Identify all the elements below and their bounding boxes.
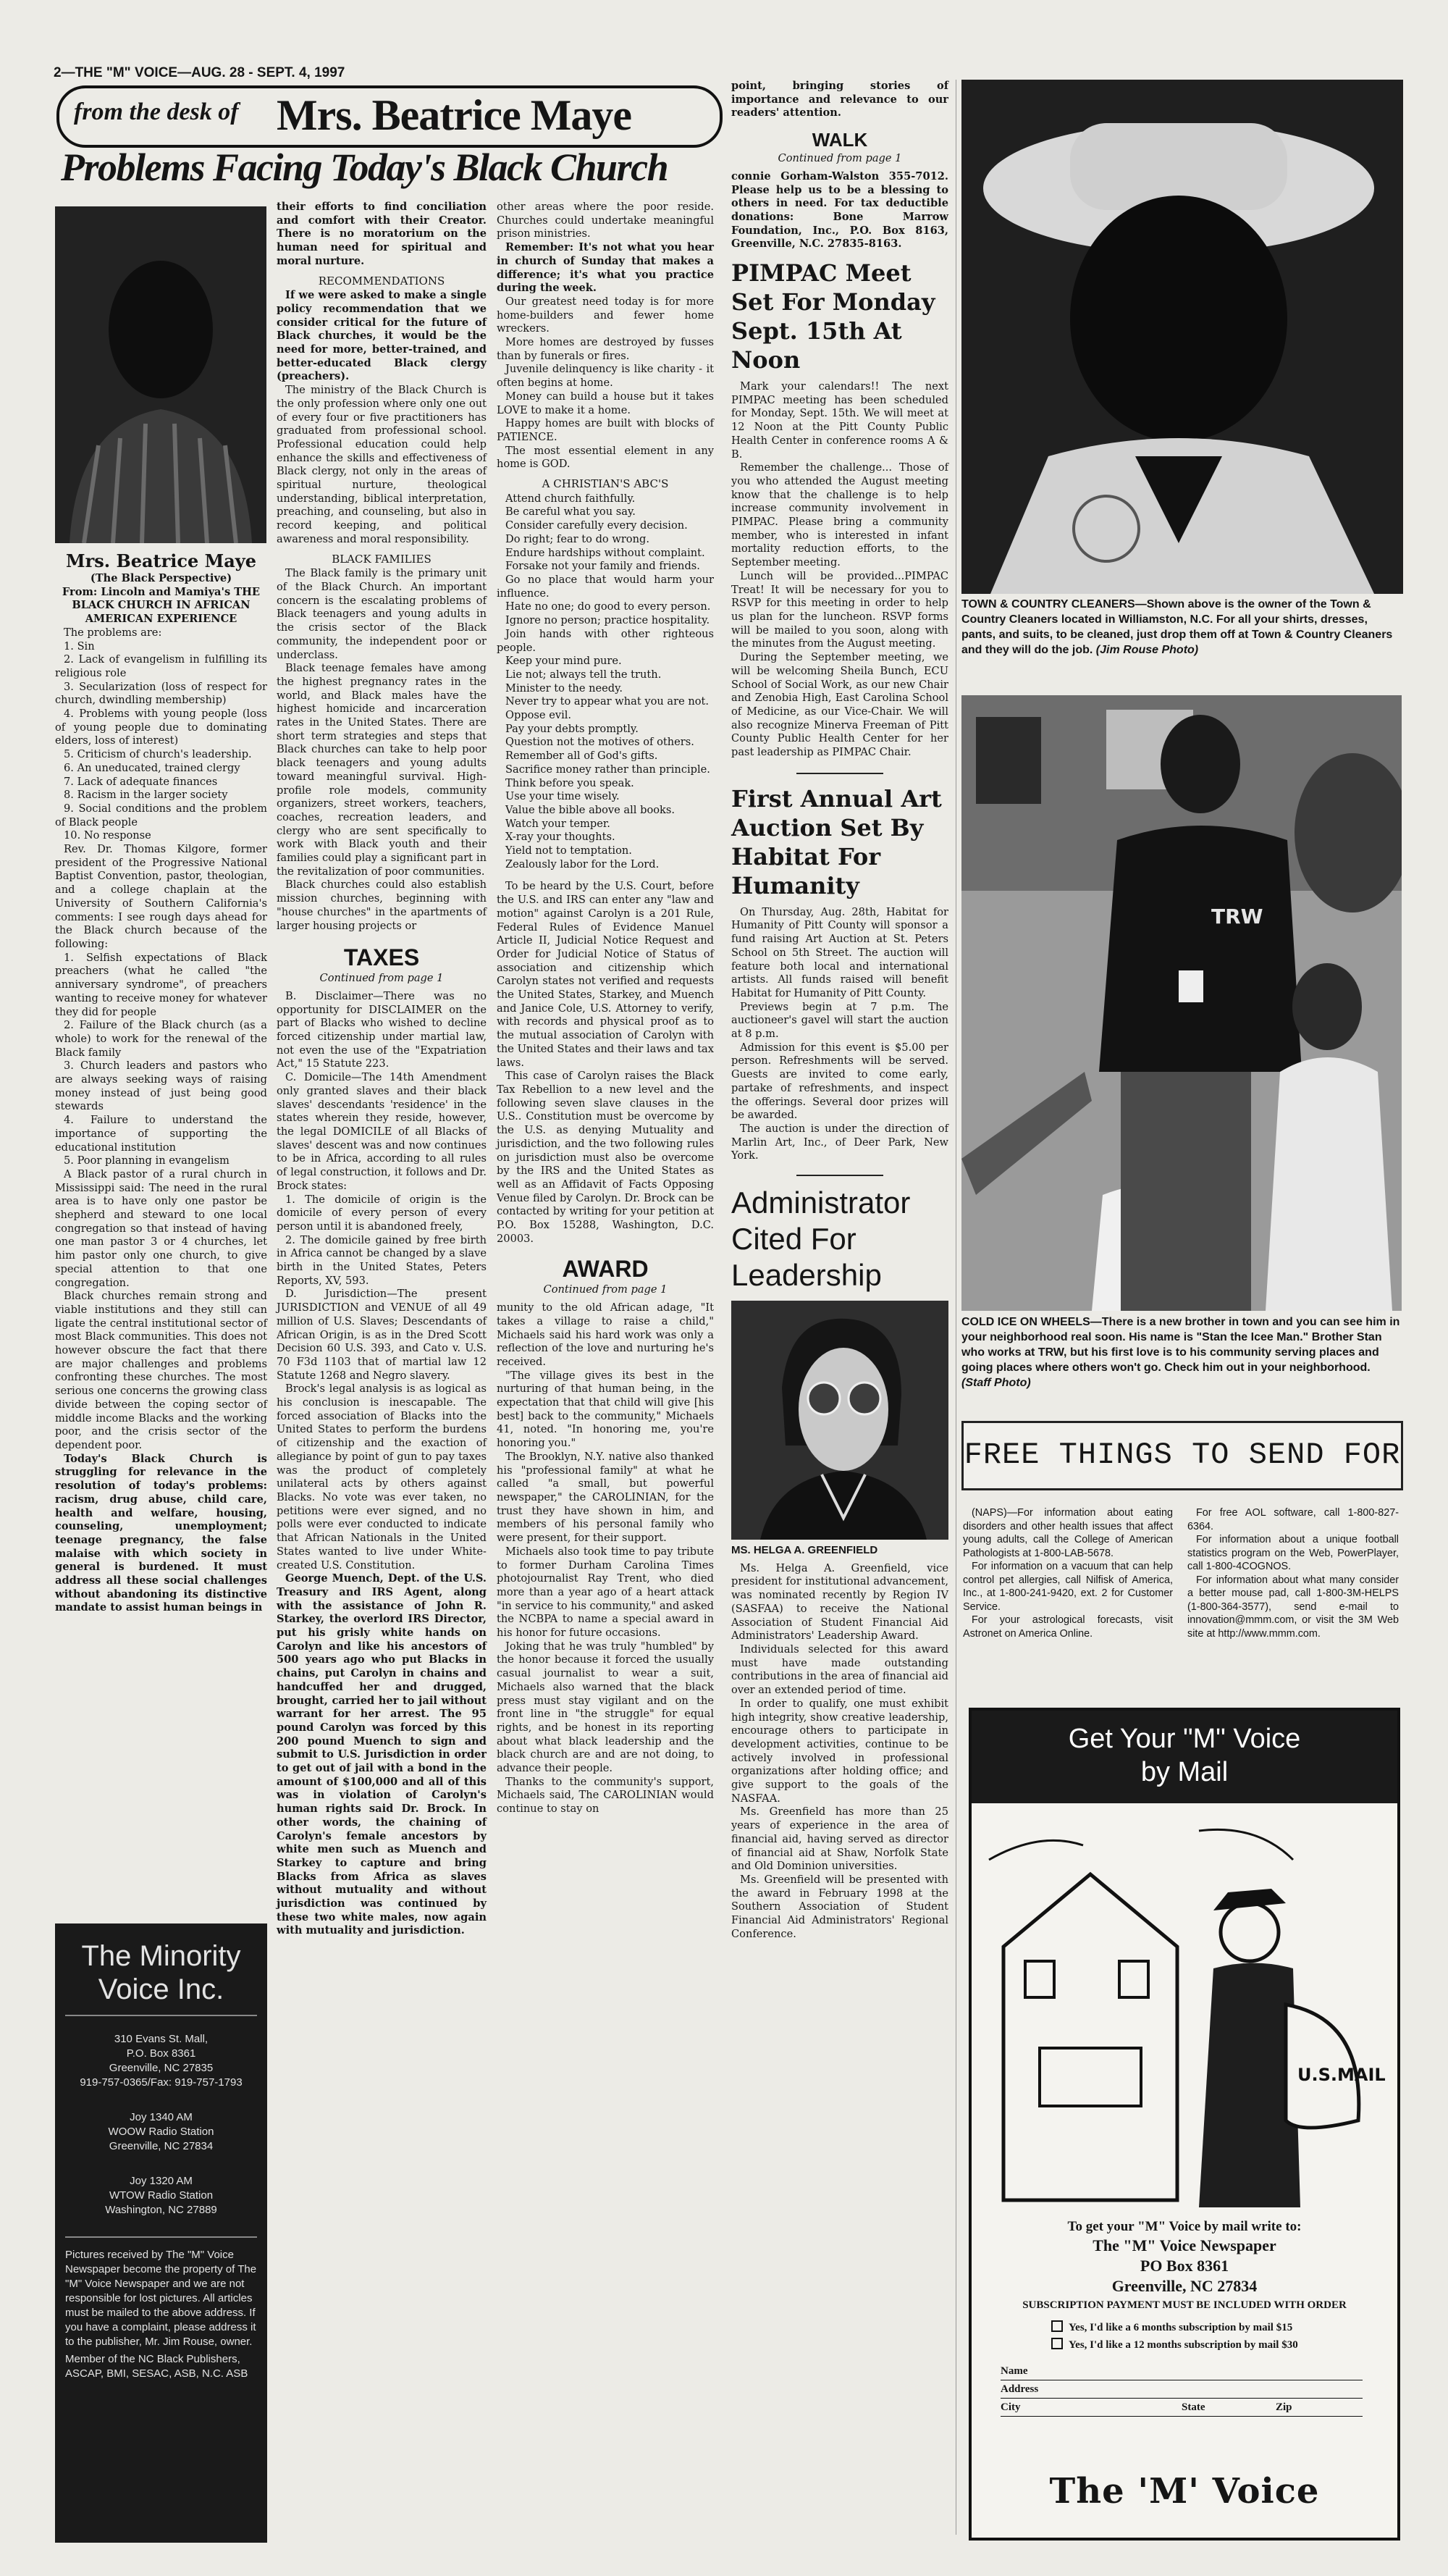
- box-title-2: Voice Inc.: [98, 1973, 224, 2005]
- abc-item: Hate no one; do good to every person.: [505, 600, 711, 613]
- abc-item: X-ray your thoughts.: [505, 831, 615, 844]
- subscription-title-2: by Mail: [1140, 1757, 1229, 1787]
- body-text: The Black family is the primary unit of the Black Church. An important concern is the escalating problems of Black teenagers and young adults in the crisis sector of the Black community, the independent poor or underclass.: [277, 567, 487, 661]
- free-things-heading: FREE THINGS TO SEND FOR: [964, 1438, 1401, 1472]
- abc-item: Value the bible above all books.: [505, 803, 675, 816]
- field-label: Address: [1001, 2383, 1039, 2395]
- option-12-months[interactable]: [1051, 2338, 1298, 2351]
- option-label: Yes, I'd like a 12 months subscription by mail $30: [1069, 2339, 1298, 2351]
- checkbox-icon[interactable]: [1051, 2320, 1063, 2332]
- sub-line: To get your "M" Voice by mail write to:: [1067, 2219, 1302, 2234]
- body-text: 1. The domicile of origin is the domicile of every person of every person until it is abandoned freely,: [277, 1193, 487, 1233]
- abc-item: Consider carefully every decision.: [505, 519, 688, 532]
- abc-item: Go no place that would harm your influence.: [497, 573, 714, 600]
- body-text: Today's Black Church is struggling for relevance in the resolution of today's problems: racism, drug abuse, child care, health and welfare, housing, counseling, unemployment; teenage pregnancy, the false malaise with which society in general is burdened. It must address all these social challenges without abandoning its distinctive mandate to assist human beings in: [55, 1452, 267, 1614]
- body-text: More homes are destroyed by fusses than by funerals or fires.: [497, 336, 714, 362]
- body-text: On Thursday, Aug. 28th, Habitat for Humanity of Pitt County will sponsor a fund raising Art Auction at St. Peters School on 5th Street. The auction will feature both local and international artists. All funds raised will benefit Habitat for Humanity of Pitt County.: [731, 905, 948, 999]
- list-item: 8. Racism in the larger society: [64, 789, 228, 802]
- body-text: The most essential element in any home is GOD.: [497, 444, 714, 471]
- abc-item: Be careful what you say.: [505, 505, 636, 519]
- list-item: 3. Church leaders and pastors who are always seeking ways of raising money instead of just being good stewards: [55, 1060, 267, 1113]
- abc-item: Forsake not your family and friends.: [505, 560, 700, 573]
- section-heading: BLACK FAMILIES: [332, 552, 432, 566]
- body-text: A Black pastor of a rural church in Mississippi said: The need in the rural area is to have only one pastor be shepherd and steward to one local congregation so that instead of having one man pastor 3 or 4 churches, let him pastor only one church, to give special attention to that one congregation.: [55, 1167, 267, 1289]
- box-line: Greenville, NC 27834: [109, 2140, 214, 2152]
- cleaners-owner-icon: [961, 80, 1403, 594]
- list-item: 3. Secularization (loss of respect for church, dwindling membership): [55, 680, 267, 707]
- abc-item: Oppose evil.: [505, 709, 572, 722]
- abc-item: Join hands with other righteous people.: [497, 627, 714, 654]
- box-line: WTOW Radio Station: [109, 2189, 214, 2202]
- icee-photo: [961, 695, 1402, 1311]
- body-text: Black churches remain strong and viable institutions and they still can ligate the central institutional sector of most Black communities. This does not however obscure the fact that there are major challenges and problems confronting these churches. The most serious one concerns the growing class divide between the coping sector of middle income Blacks and the working poor, and the crisis sector of the dependent poor.: [55, 1290, 267, 1451]
- body-text: D. Jurisdiction—The present JURISDICTION and VENUE of all 49 million of U.S. Slaves; Descendants of African Origin, is as in the Dred Scott Decision 60 U.S. 393, and Cato v. U.S. 70 F3d 1103 that of martial law 12 Statute 1268 and Negro slavery.: [277, 1288, 487, 1382]
- box-line: 919-757-0365/Fax: 919-757-1793: [80, 2076, 243, 2089]
- list-item: 10. No response: [64, 829, 151, 842]
- box-line: 310 Evans St. Mall,: [114, 2033, 209, 2045]
- body-text: C. Domicile—The 14th Amendment only granted slaves and their black slaves' descendants 'residence' in the states wherein they reside, however, the legal DOMICILE of all Blacks of slaves' descent was and now continues to be in Africa, according to all rules of legal construction, it follows and Dr. Brock states:: [277, 1071, 487, 1192]
- city-state-zip-field[interactable]: [1001, 2399, 1363, 2417]
- free-item: For information about a unique football statistics program on the Web, PowerPlayer, call 1-800-4COGNOS.: [1187, 1534, 1399, 1572]
- field-label: State: [1182, 2401, 1205, 2413]
- body-text: The ministry of the Black Church is the only profession where only one out of every four or five practitioners has graduated from professional school. Professional education could help enhance the skills and effectiveness of Black clergy, not only in the areas of spiritual nurture, theological understanding, biblical interpretation, preaching, and counseling, but also in record keeping, and political awareness and moral responsibility.: [277, 384, 487, 545]
- box-title-1: The Minority: [81, 1940, 241, 1972]
- body-text: Joking that he was truly "humbled" by the honor because it forced the usually casual journalist to wear a suit, Michaels also warned that the black press must stay vigilant and on the front line in "the struggle" for equal rights, and be honest in its reporting about what black leadership and the black church are and are not doing, to advance their people.: [497, 1640, 714, 1775]
- pimpac-heading: PIMPAC Meet Set For Monday Sept. 15th At Noon: [731, 259, 935, 374]
- box-line: Joy 1340 AM: [130, 2111, 193, 2123]
- body-text: Remember: It's not what you hear in church of Sunday that makes a difference; it's what you practice during the week.: [497, 241, 714, 295]
- taxes-continued: Continued from page 1: [319, 972, 444, 985]
- abc-item: Remember all of God's gifts.: [505, 750, 658, 763]
- shirt-text: TRW: [1211, 905, 1263, 928]
- mailbag-text: U.S.MAIL: [1297, 2065, 1386, 2085]
- list-item: 7. Lack of adequate finances: [64, 775, 218, 788]
- photo-credit: (Jim Rouse Photo): [1095, 644, 1199, 656]
- abc-item: Attend church faithfully.: [505, 492, 636, 505]
- body-text: In order to qualify, one must exhibit high integrity, show creative leadership, encourage others to participate in development activities, continue to be actively involved in professional organizations after holding office; and give support to the goals of the NASFAA.: [731, 1697, 948, 1805]
- abc-item: Do right; fear to do wrong.: [505, 532, 649, 545]
- greenfield-portrait: [731, 1301, 948, 1540]
- body-text: Lunch will be provided...PIMPAC Treat! It will be necessary for you to RSVP for this meeting in order to help us plan for the luncheon. RSVP forms will be mailed to you soon, along with the minutes from the August meeting.: [731, 569, 948, 650]
- caption-text: COLD ICE ON WHEELS—There is a new brother in town and you can see him in your neighborhood real soon. His name is "Stan the Icee Man." Brother Stan who works at TRW, but his first love is to his community serving places and going places where others won't go. Check him out in your neighborhood.: [961, 1316, 1400, 1374]
- abc-item: Lie not; always tell the truth.: [505, 668, 662, 681]
- desk-banner: [56, 85, 723, 148]
- box-line: Washington, NC 27889: [105, 2204, 217, 2216]
- taxes-heading: TAXES: [343, 944, 420, 971]
- walk-continued: Continued from page 1: [778, 152, 902, 165]
- subscription-info: [986, 2218, 1383, 2315]
- field-label: Name: [1001, 2365, 1028, 2377]
- list-item: 4. Failure to understand the importance of supporting the educational institution: [55, 1114, 267, 1154]
- abc-item: Think before you speak.: [505, 776, 634, 789]
- page-folio: 2—THE "M" VOICE—AUG. 28 - SEPT. 4, 1997: [54, 65, 345, 80]
- field-label: Zip: [1276, 2401, 1292, 2413]
- list-item: 2. Failure of the Black church (as a whole) to work for the renewal of the Black family: [55, 1019, 267, 1059]
- subscription-ad: [969, 1708, 1400, 2541]
- body-text: Ms. Greenfield has more than 25 years of experience in the area of financial aid, having served as director of financial aid at Shaw, Norfolk State and Old Dominion universities.: [731, 1805, 948, 1873]
- form-fields: [1001, 2362, 1363, 2417]
- abc-item: Ignore no person; practice hospitality.: [505, 614, 710, 627]
- abc-item: Use your time wisely.: [505, 790, 620, 803]
- sub-line: The "M" Voice Newspaper: [1093, 2236, 1276, 2254]
- byline-from: From: Lincoln and Mamiya's THE BLACK CHURCH IN AFRICAN AMERICAN EXPERIENCE: [62, 585, 261, 626]
- portrait-silhouette-icon: [55, 206, 266, 543]
- box-line: Joy 1320 AM: [130, 2175, 193, 2187]
- free-things-right: [1187, 1506, 1399, 1640]
- list-item: 9. Social conditions and the problem of Black people: [55, 802, 267, 828]
- box-line: WOOW Radio Station: [108, 2126, 214, 2138]
- headline: Problems Facing Today's Black Church: [61, 146, 668, 189]
- walk-heading: WALK: [812, 129, 868, 151]
- byline-name: Mrs. Beatrice Maye: [66, 550, 256, 571]
- free-item: For information about what many consider a better mouse pad, call 1-800-3M-HELPS (1-800-364-3577), send e-mail to innovation@mmm.com, or visit the 3M Web site at http://www.mmm.com.: [1187, 1574, 1399, 1640]
- mail-carrier-icon: [982, 1816, 1387, 2207]
- subscription-title-1: Get Your "M" Voice: [1068, 1724, 1301, 1754]
- body-text: Our greatest need today is for more home-builders and fewer home wreckers.: [497, 295, 714, 335]
- body-text: other areas where the poor reside. Churches could undertake meaningful prison ministries.: [497, 201, 714, 240]
- desk-prefix: from the desk of: [74, 98, 239, 125]
- box-divider: [65, 2236, 257, 2238]
- body-text: B. Disclaimer—There was no opportunity for DISCLAIMER on the part of Blacks who wished to decline forced citizenship under martial law, not even the use of the "Expatriation Act," 15 Statute 223.: [277, 989, 487, 1070]
- body-text: Ms. Helga A. Greenfield, vice president for institutional advancement, was nominated recently by Region IV (SASFAA) to receive the National Association of Student Financial Aid Administrators' Leadership Award.: [731, 1561, 948, 1642]
- list-item: 2. Lack of evangelism in fulfilling its religious role: [55, 653, 267, 679]
- list-item: 4. Problems with young people (loss of young people due to dominating elders, loss of interest): [55, 708, 267, 747]
- body-text: Juvenile delinquency is like charity - it often begins at home.: [497, 363, 714, 390]
- body-text: connie Gorham-Walston 355-7012. Please help us to be a blessing to others in need. For tax deductible donations: Bone Marrow Foundation, Inc., P.O. Box 8163, Greenville, N.C. 27835-8163.: [731, 169, 948, 251]
- column-4: [731, 80, 948, 1941]
- free-things-left: [963, 1506, 1173, 1640]
- abc-item: Watch your temper.: [505, 817, 610, 830]
- field-label: City: [1001, 2401, 1021, 2413]
- subscription-header: [972, 1711, 1397, 1803]
- desk-name: Mrs. Beatrice Maye: [277, 91, 632, 139]
- body-text: Rev. Dr. Thomas Kilgore, former president of the Progressive National Baptist Convention, pastor, theologian, and a college chaplain at the University of Southern California's comments: I see rough days ahead for the Black church because of the following:: [55, 843, 267, 950]
- lead: The problems are:: [64, 626, 162, 639]
- sub-line: PO Box 8361: [1140, 2257, 1229, 2275]
- abc-item: Endure hardships without complaint.: [505, 546, 705, 559]
- minority-voice-box: [55, 1923, 267, 2543]
- box-notice: Pictures received by The "M" Voice Newspaper become the property of The "M" Voice Newspaper and we are not responsible for lost pictures. All articles must be mailed to the above address. If you have a complaint, please address it to the publisher, Mr. Jim Rouse, owner.: [65, 2249, 257, 2348]
- free-things-banner: [961, 1421, 1403, 1490]
- section-divider: [796, 1175, 883, 1176]
- body-text: The auction is under the direction of Marlin Art, Inc., of Deer Park, New York.: [731, 1122, 948, 1162]
- body-text: Previews begin at 7 p.m. The auctioneer's gavel will start the auction at 8 p.m.: [731, 1000, 948, 1041]
- byline-sub: (The Black Perspective): [90, 572, 232, 584]
- checkbox-icon[interactable]: [1051, 2338, 1063, 2349]
- list-item: 1. Selfish expectations of Black preachers (what he called "the anniversary syndrome", of preachers wanting to receive money for whatever they did for people: [55, 951, 267, 1018]
- icee-man-icon: [961, 695, 1402, 1311]
- greenfield-silhouette-icon: [731, 1301, 948, 1540]
- body-text: "The village gives its best in the nurturing of that human being, in the expectation that that child will give [his best] back to the community," Michaels 41, noted. "In honoring me, you're honoring you.": [497, 1369, 714, 1450]
- admin-heading: Administrator Cited For Leadership: [731, 1186, 911, 1293]
- body-text: their efforts to find conciliation and comfort with their Creator. There is no moratorium on the human need for spiritual and moral nurture.: [277, 201, 487, 267]
- body-text: point, bringing stories of importance and relevance to our readers' attention.: [731, 80, 948, 119]
- free-item: For your astrological forecasts, visit Astronet on America Online.: [963, 1614, 1173, 1640]
- free-item: (NAPS)—For information about eating disorders and other health issues that affect young adults, call the College of American Pathologists at 1-800-LAB-5678.: [963, 1507, 1173, 1559]
- body-text: If we were asked to make a single policy recommendation that we consider critical for the future of Black churches, it would be the need for more, better-trained, and better-educated Black clergy (preachers).: [277, 289, 487, 383]
- section-heading: RECOMMENDATIONS: [318, 274, 445, 288]
- sub-line: SUBSCRIPTION PAYMENT MUST BE INCLUDED WITH ORDER: [1022, 2299, 1347, 2311]
- sub-line: Greenville, NC 27834: [1111, 2277, 1258, 2295]
- body-text: Happy homes are built with blocks of PATIENCE.: [497, 417, 714, 443]
- body-text: The Brooklyn, N.Y. native also thanked his "professional family" at what he called "a small, but powerful newspaper," the CAROLINIAN, for the trust they have shown in him, and members of his personal family who were present, for their support.: [497, 1450, 714, 1545]
- body-text: Money can build a house but it takes LOVE to make it a home.: [497, 390, 714, 416]
- list-item: 5. Poor planning in evangelism: [64, 1154, 230, 1167]
- body-text: Black churches could also establish mission churches, beginning with "house churches" in the apartments of larger housing projects or: [277, 878, 487, 932]
- box-member: Member of the NC Black Publishers, ASCAP, BMI, SESAC, ASB, N.C. ASB: [65, 2353, 248, 2380]
- body-text: Michaels also took time to pay tribute to former Durham Carolina Times photojournalist Ray Trent, who died more than a year ago of a heart attack "in service to his community," and asked the NCBPA to name a special award in his honor for future occasions.: [497, 1545, 714, 1640]
- free-item: For information on a vacuum that can help control pet allergies, call Nilfisk of America, Inc., at 1-800-241-9420, ext. 2 for Customer Service.: [963, 1561, 1173, 1613]
- list-item: 6. An uneducated, trained clergy: [64, 761, 240, 774]
- photo-label: MS. HELGA A. GREENFIELD: [731, 1544, 878, 1557]
- author-portrait: [55, 206, 266, 543]
- body-text: Individuals selected for this award must have made outstanding contributions in the area of financial aid over an extended period of time.: [731, 1643, 948, 1697]
- body-text: Brock's legal analysis is as logical as his conclusion is inescapable. The forced association of Blacks into the United States to perform the burdens of citizenship and the exaction of allegiance by point of gun to pay taxes was the product of completely unilateral acts by others against Blacks. No vote was ever taken, no petitions were ever signed, and no polls were ever conducted to indicate that African Nationals in the United States wanted to live under White-created U.S. Constitution.: [277, 1383, 487, 1572]
- masthead-logo: The 'M' Voice: [1049, 2471, 1320, 2512]
- body-text: To be heard by the U.S. Court, before the U.S. and IRS can enter any "law and motion" against Carolyn is a 201 Rule, Federal Rules of Evidence Manuel Article II, Judicial Notice Request and Order for Judicial Notice of Status of association and citizenship which Carolyn states not verified and requests the United States, Starkey, and Muench and Janice Cole, U.S. Attorney to verify, with records and physical proof as to the mutual association of Carolyn with the United States and their laws and tax laws.: [497, 880, 714, 1069]
- box-line: Greenville, NC 27835: [109, 2062, 214, 2074]
- body-text: George Muench, Dept. of the U.S. Treasury and IRS Agent, along with the assistance of John R. Starkey, the overlord IRS Director, put his grisly white hands on Carolyn and like his ancestors of 500 years ago who put Blacks in chains, put Carolyn in chains and handcuffed her and drugged, brought, carried her to jail without warrant for her arrest. The 95 pound Carolyn was forced by this 200 pound Muench to sign and submit to U.S. Jurisdiction in order to get out of jail with a bond in the amount of $100,000 and all of this was in violation of Carolyn's human rights said Dr. Brock. In other words, the chaining of Carolyn's female ancestors by white men such as Muench and Starkey to capture and bring Blacks from Africa as slaves without mutuality and without jurisdiction was continued by these two white males, now again with mutuality and jurisdiction.: [277, 1572, 487, 1937]
- section-divider: [796, 773, 883, 774]
- abc-item: Sacrifice money rather than principle.: [505, 763, 710, 776]
- caption-text: TOWN & COUNTRY CLEANERS—Shown above is the owner of the Town & Country Cleaners located in Williamston, N.C. For all your shirts, dresses, pants, and suits, to be cleaned, just drop them off at Town & Country Cleaners and they will do the job.: [961, 598, 1393, 656]
- photo-credit: (Staff Photo): [961, 1377, 1031, 1389]
- list-item: 1. Sin: [64, 639, 95, 653]
- column-2: [277, 201, 487, 1938]
- body-text: During the September meeting, we will be welcoming Sheila Bunch, ECU School of Social Work, as our new Chair and Zenobia High, East Carolina School of Medicine, as our Vice-Chair. We will also recognize Minerva Freeman of Pitt County Public Health Center for her past leadership as PIMPAC Chair.: [731, 651, 948, 759]
- body-text: munity to the old African adage, "It takes a village to raise a child," Michaels said his hard work was only a reflection of the love and nurturing he's received.: [497, 1301, 714, 1368]
- award-continued: Continued from page 1: [543, 1283, 668, 1296]
- abc-item: Question not the motives of others.: [505, 736, 694, 749]
- body-text: Remember the challenge... Those of you who attended the August meeting know that the challenge is to help increase community involvement in PIMPAC. Please bring a community member, who is interested in infant mortality reduction efforts, to the September meeting.: [731, 461, 948, 569]
- body-text: 2. The domicile gained by free birth in Africa cannot be changed by a slave birth in the United States, Peters Reports, XV, 593.: [277, 1233, 487, 1287]
- body-text: Ms. Greenfield will be presented with the award in February 1998 at the Southern Association of Student Financial Aid Administrators' Regional Conference.: [731, 1873, 948, 1940]
- list-item: 5. Criticism of church's leadership.: [64, 748, 252, 761]
- abc-item: Pay your debts promptly.: [505, 722, 639, 735]
- column-1: [55, 550, 267, 1615]
- box-divider: [65, 2015, 257, 2016]
- body-text: Black teenage females have among the highest pregnancy rates in the world, and Black males have the highest homicide and incarceration rates in the United States. There are short term strategies and steps that Black churches can take to help poor black teenagers and young adults toward meaningful survival. High-profile role models, community organizers, street workers, teachers, coaches, recreation leaders, and clergy who are sent specifically to work with Black youth and their families could play a significant part in the revitalization of poor communities.: [277, 662, 487, 878]
- abc-item: Zealously labor for the Lord.: [505, 857, 660, 870]
- column-3: [497, 201, 714, 1816]
- cleaners-photo: [961, 80, 1403, 594]
- section-heading: A CHRISTIAN'S ABC'S: [542, 477, 669, 491]
- free-item: For free AOL software, call 1-800-827-6364.: [1187, 1507, 1399, 1532]
- art-heading: First Annual Art Auction Set By Habitat For Humanity: [731, 784, 942, 899]
- cleaners-caption: [961, 597, 1403, 658]
- name-field[interactable]: [1001, 2362, 1363, 2380]
- option-6-months[interactable]: [1051, 2320, 1292, 2334]
- box-line: P.O. Box 8361: [126, 2047, 196, 2060]
- abc-item: Never try to appear what you are not.: [505, 695, 710, 708]
- award-heading: AWARD: [562, 1256, 649, 1283]
- abc-item: Keep your mind pure.: [505, 655, 622, 668]
- abc-item: Minister to the needy.: [505, 681, 623, 695]
- body-text: Admission for this event is $5.00 per person. Refreshments will be served. Guests are invited to come early, partake of refreshments, and inspect the offerings. Several door prizes will be awarded.: [731, 1041, 948, 1122]
- icee-caption: [961, 1314, 1402, 1390]
- address-field[interactable]: [1001, 2380, 1363, 2399]
- option-label: Yes, I'd like a 6 months subscription by mail $15: [1069, 2322, 1293, 2333]
- body-text: Thanks to the community's support, Michaels said, The CAROLINIAN would continue to stay on: [497, 1775, 714, 1816]
- body-text: This case of Carolyn raises the Black Tax Rebellion to a new level and the following seven slave clauses in the U.S.. Constitution must be overcome by the U.S. as denying Mutuality and jurisdiction, and the two following rules on jurisdiction must also be overcome by the IRS and the United States as well as an Affidavit of Facts Opposing Venue filed by Carolyn. Dr. Brock can be contacted by writing for your petition at P.O. Box 15288, Washington, D.C. 20003.: [497, 1070, 714, 1245]
- abc-item: Yield not to temptation.: [505, 844, 632, 857]
- body-text: Mark your calendars!! The next PIMPAC meeting has been scheduled for Monday, Sept. 15th. We will meet at 12 Noon at the Pitt County Public Health Center in conference rooms A & B.: [731, 380, 948, 461]
